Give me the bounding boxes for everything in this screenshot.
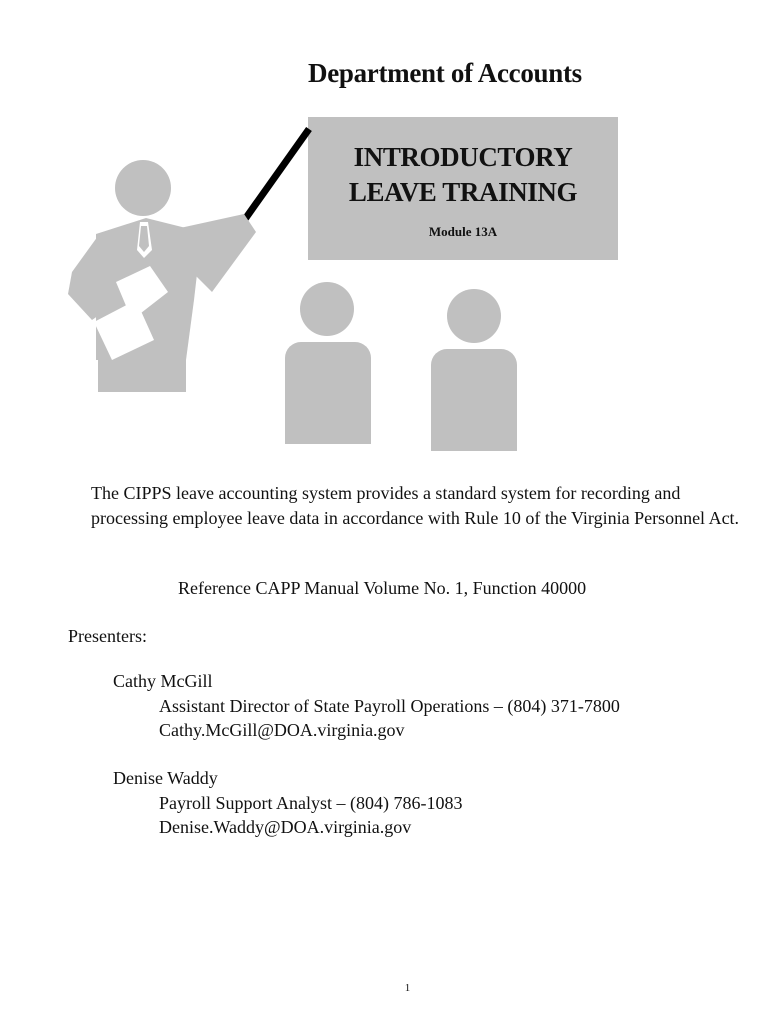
presenter-figure-icon [68,160,256,392]
module-label: Module 13A [428,224,498,239]
board-heading [308,140,618,210]
presenter-name: Cathy McGill [113,671,213,691]
intro-paragraph: The CIPPS leave accounting system provides a standard system for recording and processing employee leave data in accordance with Rule 10 of the Virginia Personnel Act. [91,483,740,528]
audience-member-icon [431,289,517,451]
presenter-entry [113,669,620,743]
presenters-heading: Presenters: [68,626,147,646]
page-number: 1 [404,982,411,994]
presenter-role: Payroll Support Analyst – (804) 786-1083 [159,792,463,813]
audience-member-icon [285,282,371,444]
presenter-email: Denise.Waddy@DOA.virginia.gov [159,817,412,837]
presenter-name: Denise Waddy [113,768,218,788]
reference-line: Reference CAPP Manual Volume No. 1, Function 40000 [178,578,587,598]
presenter-role: Assistant Director of State Payroll Operations – (804) 371-7800 [159,695,620,716]
board-heading-line1: INTRODUCTORY [353,142,573,172]
presenter-entry [113,766,463,840]
board-heading-line2: LEAVE TRAINING [348,177,578,207]
pointer-stick-icon [243,129,309,222]
presenter-email: Cathy.McGill@DOA.virginia.gov [159,720,405,740]
page-title: Department of Accounts [308,58,582,88]
